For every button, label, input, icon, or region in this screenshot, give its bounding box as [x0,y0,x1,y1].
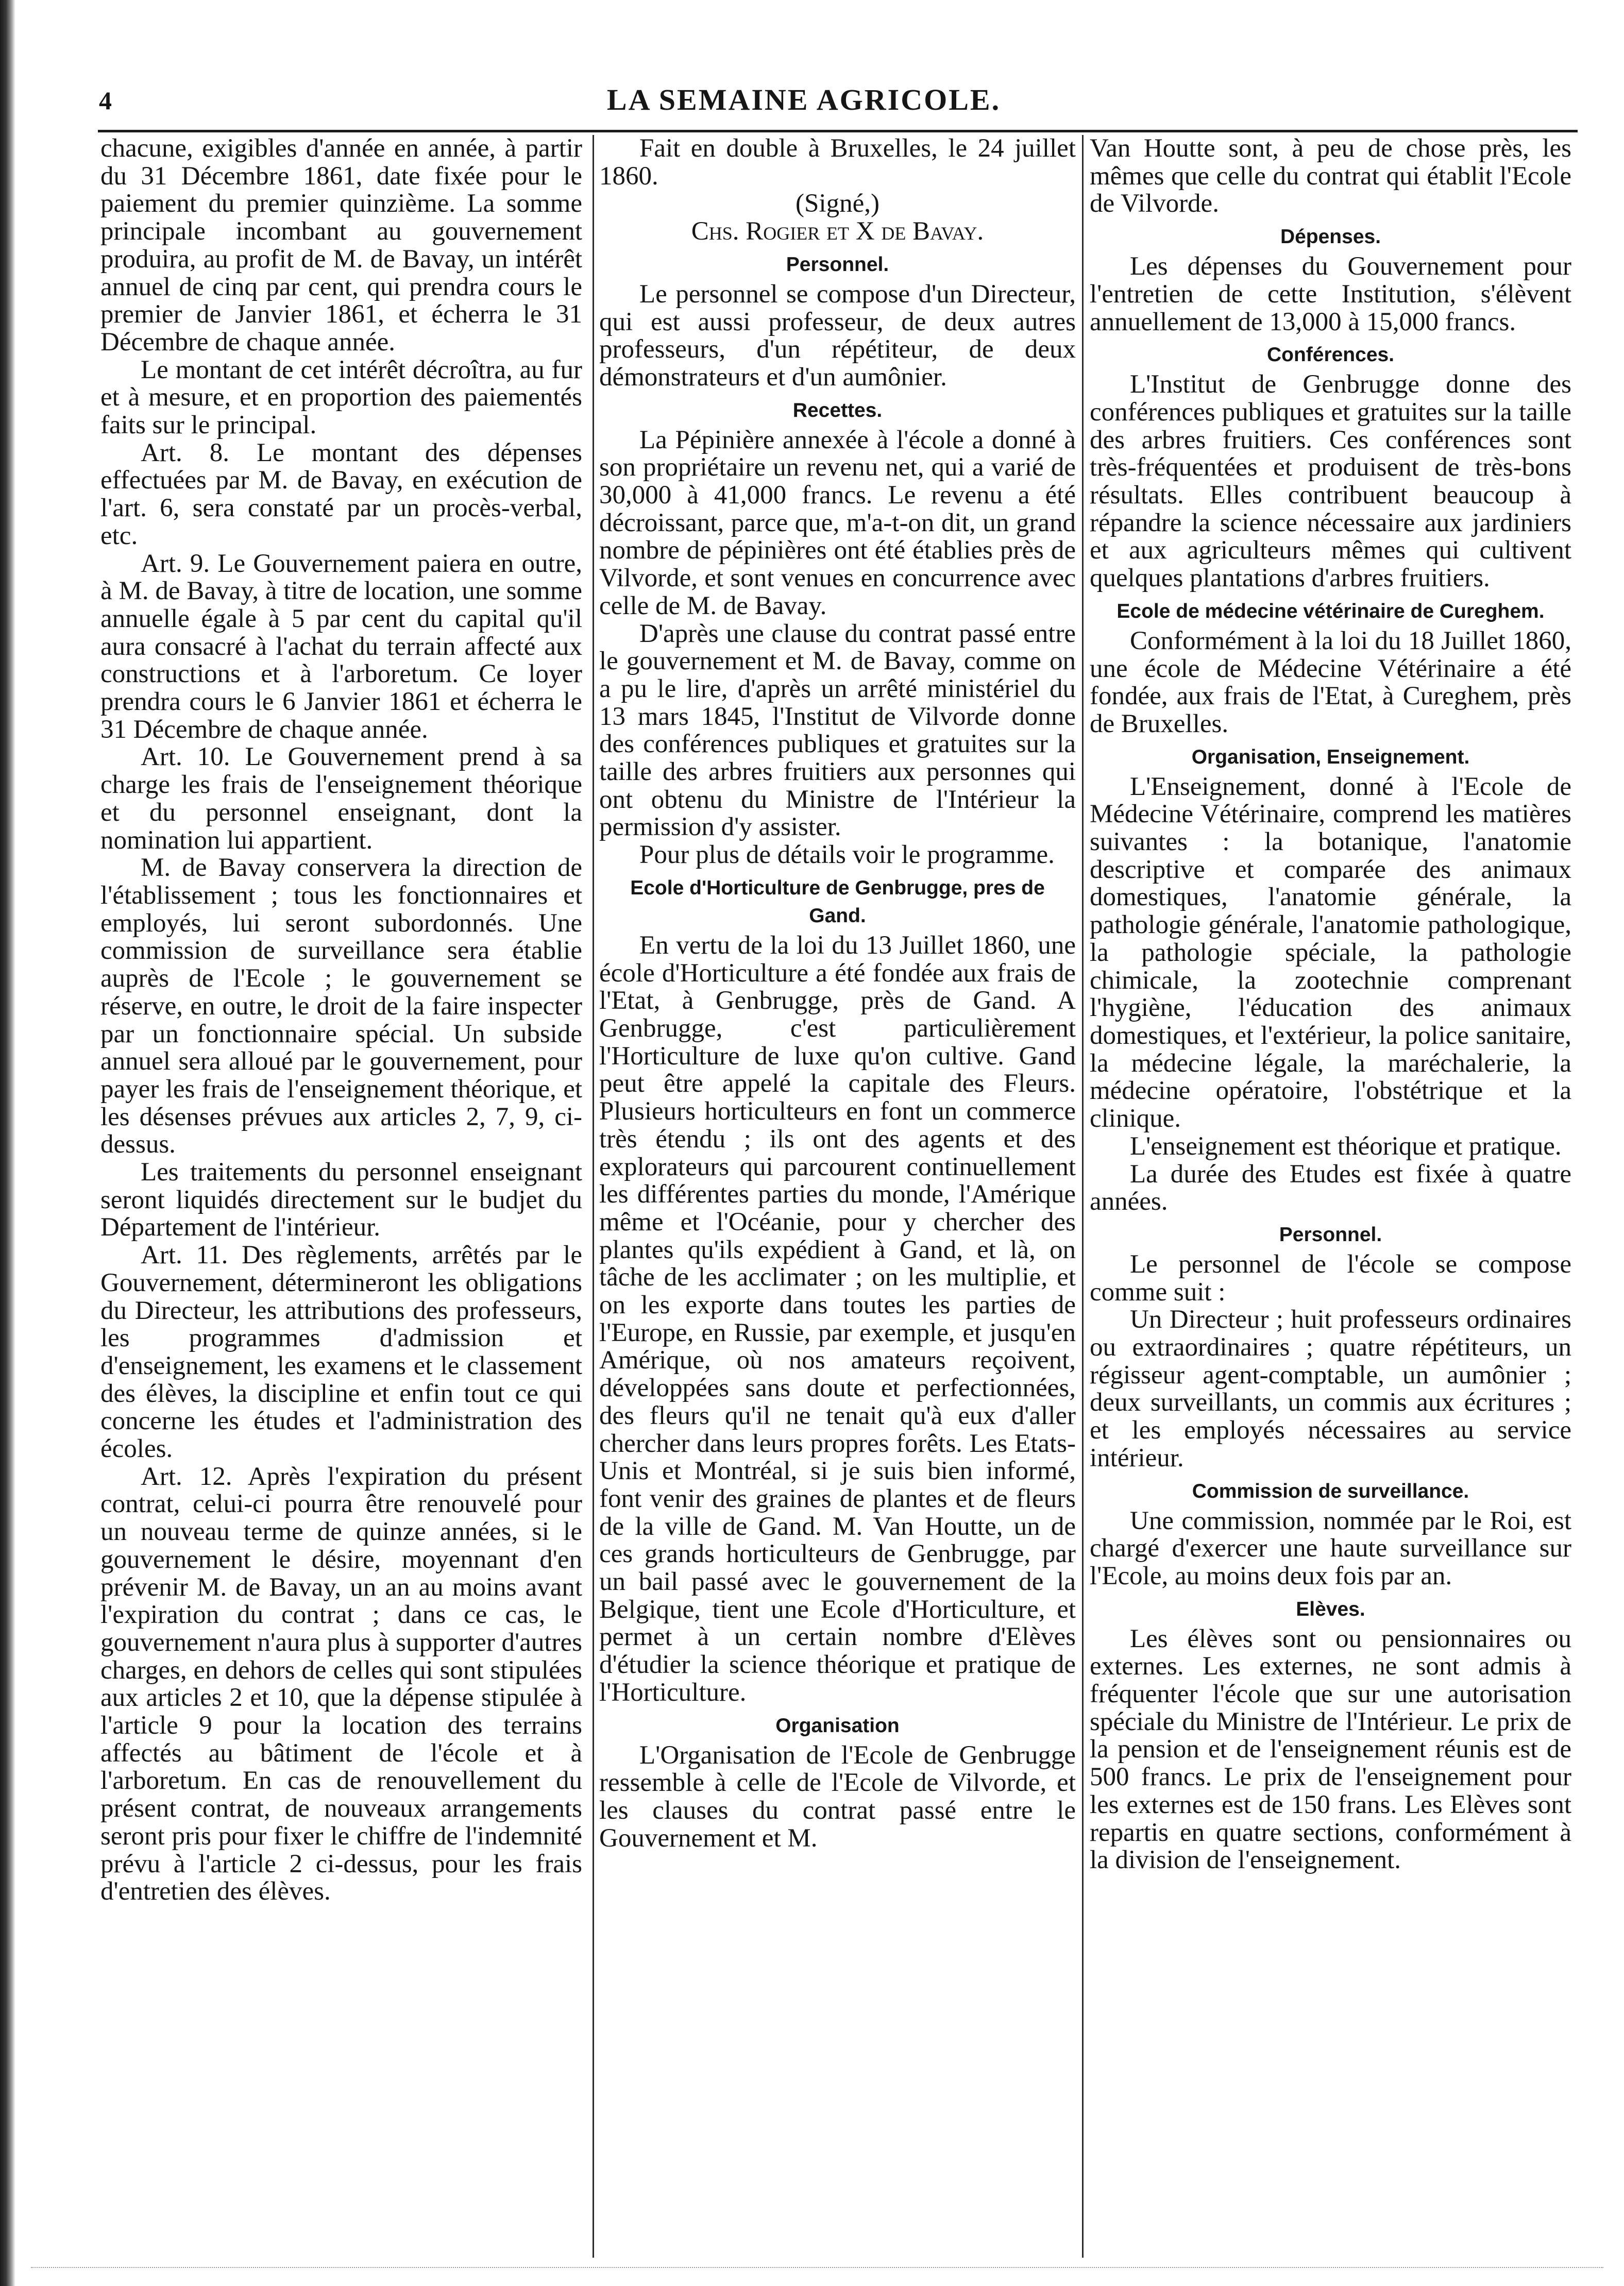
paragraph-art-12: Art. 12. Après l'expiration du présent contrat, celui-ci pourra être renouvelé pour un nouveau terme de quinze années, si le gouvernement le désire, moyennant d'en prévenir M. de Bavay, un an au moins avant l'expiration du contrat ; dans ce cas, le gouvernement n'aura plus à supporter d'autres charges, en dehors de celles qui sont stipulées aux articles 2 et 10, que la dépense stipulée à l'article 9 pour la location des terrains affectés au bâtiment de l'école et à l'arboretum. En cas de renouvellement du présent contrat, de nouveaux arrangements seront pris pour fixer le chiffre de l'indemnité prévu à l'article 2 ci-dessus, pour les frais d'entretien des élèves. [100,1462,582,1906]
paragraph: Le personnel de l'école se compose comme suit : [1090,1249,1571,1307]
page-binding-edge [0,0,15,2286]
column-divider [593,135,594,2258]
paragraph: Les dépenses du Gouvernement pour l'entretien de cette Institution, s'élèvent annuellement de 13,000 à 15,000 francs. [1090,252,1571,336]
paragraph: Le personnel se compose d'un Directeur, qui est aussi professeur, de deux autres professeurs, d'un répétiteur, de deux démonstrateurs et d'un aumônier. [599,279,1076,392]
section-heading: Recettes. [792,399,883,421]
paragraph: Le montant de cet intérêt décroîtra, au fur et à mesure, et en proportion des paiementés faits sur le principal. [100,355,582,440]
paragraph: chacune, exigibles d'année en année, à partir du 31 Décembre 1861, date fixée pour le paiement du premier quinzième. La somme principale incombant au gouvernement produira, au profit de M. de Bavay, un intérêt annuel de cinq par cent, qui prendra cours le premier de Janvier 1861, et écherra le 31 Décembre de chaque année. [100,135,582,357]
section-heading: Organisation [775,1714,900,1737]
bottom-edge-speckle [31,2267,1603,2277]
paragraph: L'Organisation de l'Ecole de Genbrugge ressemble à celle de l'Ecole de Vilvorde, et les clauses du contrat passé entre le Gouvernement et M. [599,1740,1076,1853]
section-heading: Personnel. [786,253,889,276]
section-heading: Elèves. [1296,1598,1365,1620]
column-2 [599,135,1076,2263]
paragraph: Une commission, nommée par le Roi, est chargé d'exercer une haute surveillance sur l'Ecole, au moins deux fois par an. [1090,1506,1571,1590]
paragraph: Fait en double à Bruxelles, le 24 juillet 1860. [599,135,1076,191]
paragraph: Van Houtte sont, à peu de chose près, les mêmes que celle du contrat qui établit l'Ecole de Vilvorde. [1090,135,1571,218]
column-divider [1082,135,1084,2258]
paragraph: M. de Bavay conservera la direction de l'établissement ; tous les fonctionnaires et employés, lui seront subordonnés. Une commission de surveillance sera établie auprès de l'Ecole ; le gouvernement se réserve, en outre, le droit de la faire inspecter par un fonctionnaire spécial. Un subside annuel sera alloué par le gouvernement, pour payer les frais de l'enseignement théorique, et les désenses prévues aux articles 2, 7, 9, ci-dessus. [100,853,582,1159]
section-heading: Commission de surveillance. [1192,1480,1469,1502]
newspaper-title: LA SEMAINE AGRICOLE. [606,83,1001,116]
paragraph-art-9: Art. 9. Le Gouvernement paiera en outre, à M. de Bavay, à titre de location, une somme annuelle égale à 5 par cent du capital qu'il aura consacré à l'achat du terrain affecté aux constructions et à l'arboretum. Ce loyer prendra cours le 6 Janvier 1861 et écherra le 31 Décembre de chaque année. [100,549,582,744]
column-3 [1090,135,1571,2263]
column-1 [100,135,582,2263]
paragraph: Conformément à la loi du 18 Juillet 1860, une école de Médecine Vétérinaire a été fondée, aux frais de l'Etat, à Cureghem, près de Bruxelles. [1090,626,1571,738]
section-heading: Conférences. [1266,344,1395,366]
paragraph: Un Directeur ; huit professeurs ordinaires ou extraordinaires ; quatre répétiteurs, un régisseur agent-comptable, un aumônier ; deux surveillants, un commis aux écritures ; et les employés nécessaires au service intérieur. [1090,1305,1571,1472]
paragraph: Les élèves sont ou pensionnaires ou externes. Les externes, ne sont admis à fréquenter l'école que sur une autorisation spéciale du Ministre de l'Intérieur. Le prix de la pension et de l'enseignement réunis est de 500 francs. Le prix de l'enseignement pour les externes est de 150 frans. Les Elèves sont repartis en quatre sections, conformément à la division de l'enseignement. [1090,1624,1571,1875]
paragraph: L'Institut de Genbrugge donne des conférences publiques et gratuites sur la taille des arbres fruitiers. Ces conférences sont très-fréquentées et produisent de très-bons résultats. Elles contribuent beaucoup à répandre la science nécessaire aux jardiniers et aux agriculteurs mêmes qui cultivent quelques plantations d'arbres fruitiers. [1090,370,1571,593]
signatories: Chs. Rogier et X de Bavay. [691,217,984,246]
paragraph-art-11: Art. 11. Des règlements, arrêtés par le Gouvernement, détermineront les obligations du Directeur, les attributions des professeurs, les programmes d'admission et d'enseignement, les examens et le classement des élèves, la discipline et enfin tout ce qui concerne les études et l'administration des écoles. [100,1241,582,1464]
section-heading: Personnel. [1279,1223,1382,1246]
paragraph-art-8: Art. 8. Le montant des dépenses effectuées par M. de Bavay, en exécution de l'art. 6, sera constaté par un procès-verbal, etc. [100,438,582,550]
signature-mark: (Signé,) [796,189,879,218]
paragraph: D'après une clause du contrat passé entre le gouvernement et M. de Bavay, comme on a pu le lire, d'après un arrêté ministériel du 13 mars 1845, l'Institut de Vilvorde donne des conférences publiques et gratuites sur la taille des arbres fruitiers aux personnes qui ont obtenu du Ministre de l'Intérieur la permission d'y assister. [599,619,1076,842]
header-rule [98,130,1578,132]
section-heading: Ecole de médecine vétérinaire de Cureghem. [1116,600,1545,622]
paragraph: Pour plus de détails voir le programme. [639,840,1055,870]
paragraph: La Pépinière annexée à l'école a donné à son propriétaire un revenu net, qui a varié de 30,000 à 41,000 francs. Le revenu a été décroissant, parce que, m'a-t-on dit, un grand nombre de pépinières ont été établies près de Vilvorde, et sont venues en concurrence avec celle de M. de Bavay. [599,425,1076,620]
paragraph: L'Enseignement, donné à l'Ecole de Médecine Vétérinaire, comprend les matières suivantes : la botanique, l'anatomie descriptive et comparée des animaux domestiques, l'anatomie générale, la pathologie générale, l'anatomie pathologique, la pathologie spéciale, la pathologie chimicale, la zootechnie comprenant l'hygiène, l'éducation des animaux domestiques, et l'extérieur, la police sanitaire, la médecine légale, la maréchalerie, la médecine opératoire, l'obstétrique et la clinique. [1090,772,1571,1133]
section-heading: Ecole d'Horticulture de Genbrugge, pres de Gand. [630,876,1045,927]
paragraph: L'enseignement est théorique et pratique. [1130,1131,1562,1161]
paragraph: En vertu de la loi du 13 Juillet 1860, une école d'Horticulture a été fondée aux frais de l'Etat, à Genbrugge, près de Gand. A Genbrugge, c'est particulièrement l'Horticulture de luxe qu'on cultive. Gand peut être appelé la capitale des Fleurs. Plusieurs horticulteurs en font un commerce très étendu ; ils ont des agents et des explorateurs qui parcourent continuellement les différentes parties du monde, l'Amérique même et l'Océanie, pour y chercher des plantes qu'ils expédient à Gand, et là, on tâche de les acclimater ; on les multiplie, et on les exporte dans toutes les parties de l'Europe, en Russie, par exemple, et jusqu'en Amérique, où nos amateurs reçoivent, développées sans doute et perfectionnées, des fleurs qu'il ne tenait qu'à eux d'aller chercher dans leurs propres forêts. Les Etats-Unis et Montréal, si je suis bien informé, font venir des graines de plantes et de fleurs de la ville de Gand. M. Van Houtte, un de ces grands horticulteurs de Genbrugge, par un bail passé avec le gouvernement de la Belgique, tient une Ecole d'Horticulture, et permet à un certain nombre d'Elèves d'étudier la science théorique et pratique de l'Horticulture. [599,930,1076,1707]
paragraph: Les traitements du personnel enseignant seront liquidés directement sur le budjet du Département de l'intérieur. [100,1158,582,1242]
section-heading: Organisation, Enseignement. [1191,746,1470,768]
page-number: 4 [99,86,112,115]
paragraph-art-10: Art. 10. Le Gouvernement prend à sa charge les frais de l'enseignement théorique et du personnel enseignant, dont la nomination lui appartient. [100,742,582,855]
section-heading: Dépenses. [1280,226,1381,248]
paragraph: La durée des Etudes est fixée à quatre années. [1090,1159,1571,1216]
